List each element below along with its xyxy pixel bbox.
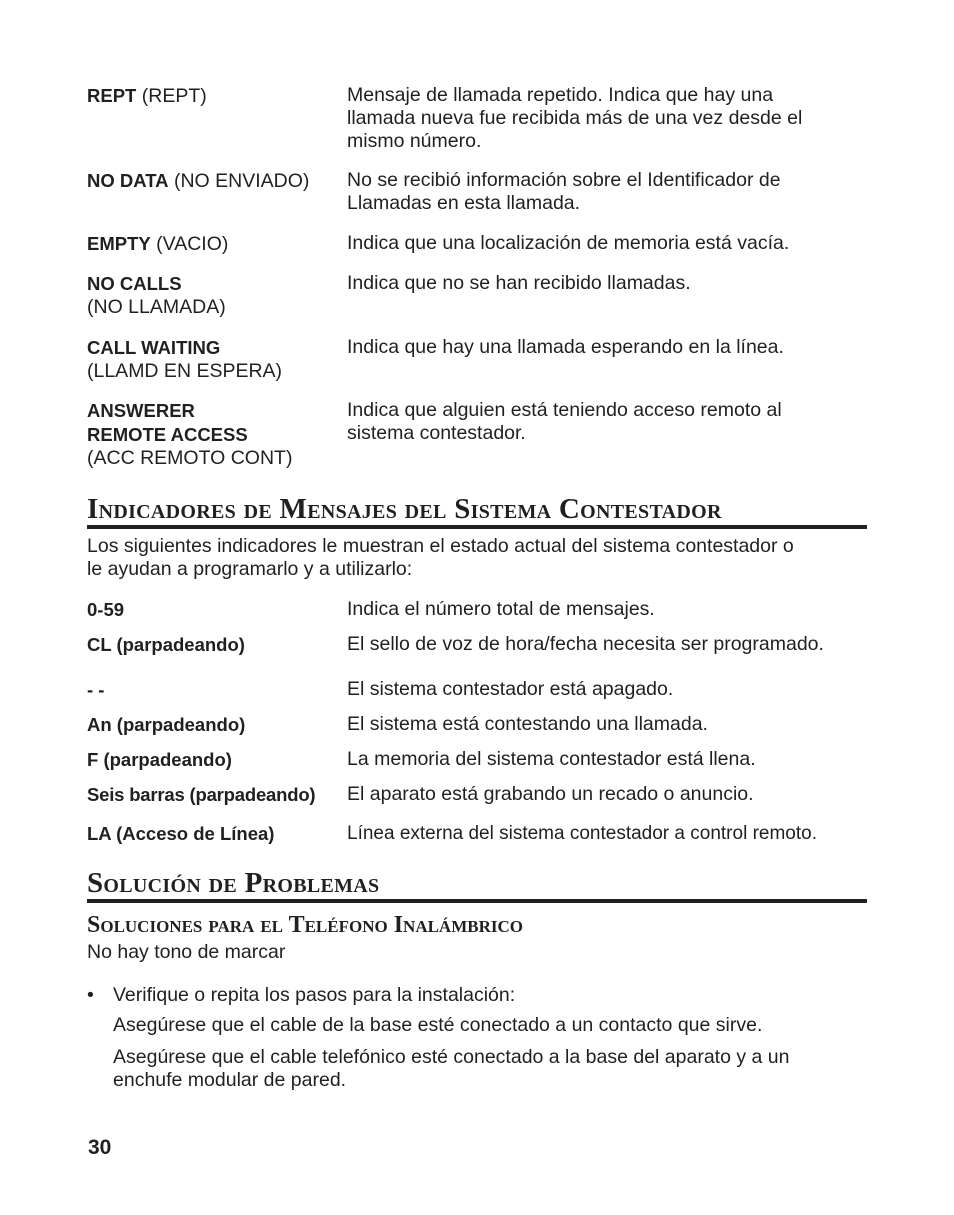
indicator-description: Línea externa del sistema contestador a control remoto. bbox=[347, 823, 817, 844]
term: REPT (REPT) bbox=[87, 85, 207, 107]
indicator-term: - - bbox=[87, 679, 105, 700]
indicator-term: 0-59 bbox=[87, 599, 125, 620]
indicator-row bbox=[87, 748, 877, 771]
indicator-term: Seis barras (parpadeando) bbox=[87, 784, 316, 805]
subsection-heading: Soluciones para el Teléfono Inalámbrico bbox=[87, 912, 523, 938]
indicator-term: LA (Acceso de Línea) bbox=[87, 823, 275, 844]
indicator-row bbox=[87, 783, 877, 806]
indicator-row bbox=[87, 822, 877, 845]
indicator-description: El sistema está contestando una llamada. bbox=[347, 713, 708, 735]
term: CALL WAITING (LLAMD EN ESPERA) bbox=[87, 337, 283, 382]
description: Mensaje de llamada repetido. Indica que hay una llamada nueva fue recibida más de una vez desde el mismo número. bbox=[347, 84, 803, 152]
problem-label: No hay tono de marcar bbox=[87, 941, 286, 963]
table-row bbox=[87, 399, 877, 468]
step-text: Verifique o repita los pasos para la instalación: bbox=[113, 984, 516, 1006]
term: ANSWERER REMOTE ACCESS (ACC REMOTO CONT) bbox=[87, 400, 293, 469]
indicator-row bbox=[87, 633, 877, 656]
indicator-row bbox=[87, 678, 877, 701]
indicator-description: El aparato está grabando un recado o anuncio. bbox=[347, 783, 754, 805]
table-row bbox=[87, 169, 877, 215]
bullet-marker: • bbox=[87, 984, 94, 1006]
section-heading-solucion: Solución de Problemas bbox=[87, 868, 867, 903]
section-intro: Los siguientes indicadores le muestran el estado actual del sistema contestador o le ayudan a programarlo y a utilizarlo: bbox=[87, 535, 794, 580]
term: NO CALLS (NO LLAMADA) bbox=[87, 273, 226, 318]
indicator-term: CL (parpadeando) bbox=[87, 634, 245, 655]
indicator-row bbox=[87, 713, 877, 736]
indicator-description: El sistema contestador está apagado. bbox=[347, 678, 674, 700]
page-number: 30 bbox=[88, 1136, 112, 1159]
table-row bbox=[87, 336, 877, 382]
step-text: Asegúrese que el cable telefónico esté conectado a la base del aparato y a un enchufe modular de pared. bbox=[113, 1046, 790, 1091]
indicator-description: Indica el número total de mensajes. bbox=[347, 598, 655, 620]
step-text: Asegúrese que el cable de la base esté conectado a un contacto que sirve. bbox=[113, 1014, 763, 1036]
indicator-description: La memoria del sistema contestador está llena. bbox=[347, 748, 756, 770]
description: Indica que alguien está teniendo acceso remoto al sistema contestador. bbox=[347, 399, 782, 444]
indicator-description: El sello de voz de hora/fecha necesita ser programado. bbox=[347, 633, 824, 655]
table-row bbox=[87, 232, 877, 255]
indicator-row bbox=[87, 598, 877, 621]
indicator-term: F (parpadeando) bbox=[87, 749, 232, 770]
description: No se recibió información sobre el Identificador de Llamadas en esta llamada. bbox=[347, 169, 781, 214]
term: EMPTY (VACIO) bbox=[87, 233, 229, 255]
indicator-term: An (parpadeando) bbox=[87, 714, 246, 735]
table-row bbox=[87, 84, 877, 154]
table-row bbox=[87, 272, 877, 318]
term: NO DATA (NO ENVIADO) bbox=[87, 170, 310, 192]
section-heading-indicadores: Indicadores de Mensajes del Sistema Contestador bbox=[87, 494, 867, 529]
description: Indica que hay una llamada esperando en la línea. bbox=[347, 336, 784, 358]
description: Indica que no se han recibido llamadas. bbox=[347, 272, 691, 294]
description: Indica que una localización de memoria está vacía. bbox=[347, 232, 790, 254]
